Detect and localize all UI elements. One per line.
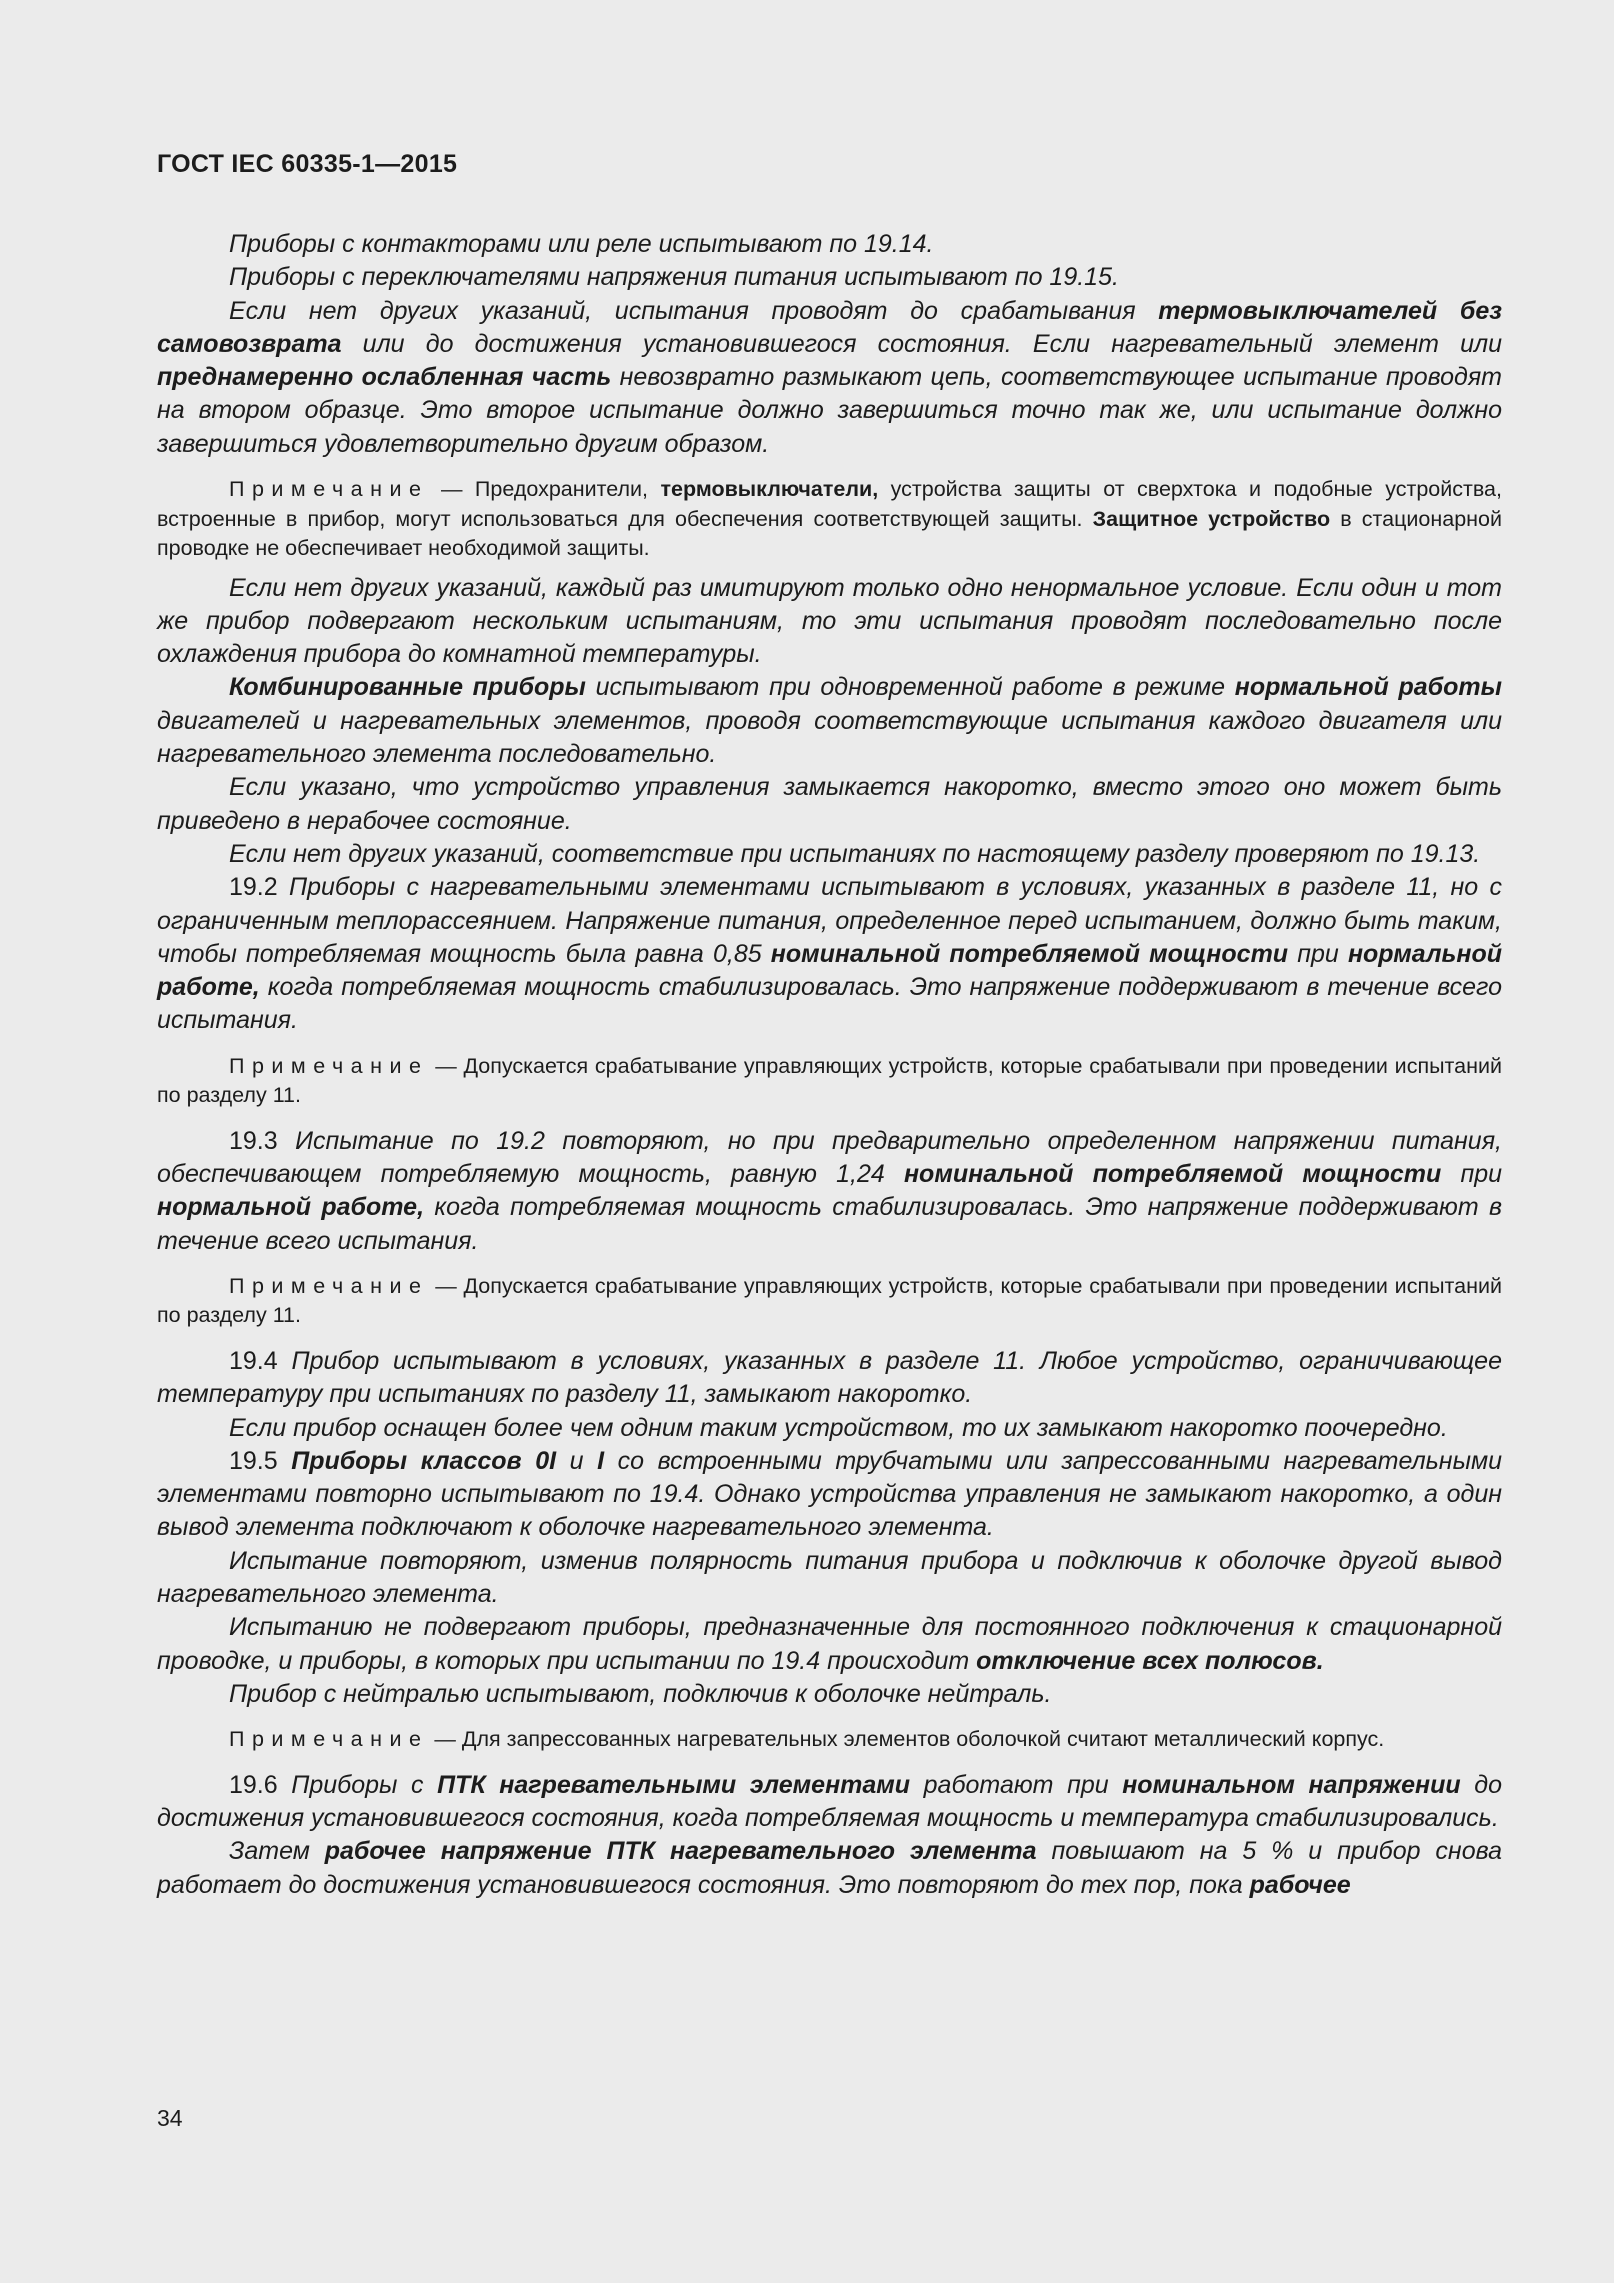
text-run: — Допускается срабатывание управляющих устройств, которые срабатывали при проведении испытаний по разделу 11. — [157, 1273, 1502, 1328]
defined-term: нормальной работе, — [157, 939, 1502, 1002]
paragraph: Если нет других указаний, каждый раз имитируют только одно ненормальное условие. Если один и тот же прибор подвергают нескольким испытаниям, то эти испытания проводят последовательно после охлаждения прибора до комнатной температуры. — [157, 573, 1502, 669]
paragraph: Приборы с переключателями напряжения питания испытывают по 19.15. — [229, 263, 1119, 292]
text-run: — Допускается срабатывание управляющих устройств, которые срабатывали при проведении испытаний по разделу 11. — [157, 1053, 1502, 1108]
note — [157, 1052, 1502, 1111]
defined-term: нормальной работе, — [157, 1193, 425, 1222]
text-run: работают при — [910, 1770, 1123, 1799]
defined-term: ПТК нагревательными элементами — [437, 1770, 911, 1799]
paragraph — [157, 1835, 1502, 1902]
text-run: испытывают при одновременной работе в режиме — [585, 673, 1235, 702]
paragraph: Если прибор оснащен более чем одним таким устройством, то их замыкают накоротко поочередно. — [229, 1413, 1448, 1442]
clause-number: 19.4 — [229, 1346, 278, 1375]
text-run: Затем — [229, 1837, 325, 1866]
document-body — [157, 228, 1502, 1902]
text-run: Испытание по 19.2 повторяют, но при предварительно определенном напряжении питания, обеспечивающем потребляемую мощность, равную 1,24 — [157, 1126, 1502, 1189]
text-run: Испытанию не подвергают приборы, предназначенные для постоянного подключения к стационарной проводке, и приборы, в которых при испытании по 19.4 происходит — [157, 1613, 1502, 1675]
text-run: — Для запрессованных нагревательных элементов оболочкой считают металлический корпус. — [428, 1727, 1385, 1752]
defined-term: рабочее — [1249, 1870, 1351, 1899]
defined-term: термовыключателей без самовозврата — [157, 296, 1502, 358]
page-number: 34 — [157, 2105, 183, 2131]
note-label: Примечание — [229, 477, 429, 502]
defined-term: номинальном напряжении — [1122, 1770, 1461, 1799]
text-run: невозвратно размыкают цепь, соответствующее испытание проводят на втором образце. Это второе испытание должно завершиться точно так же, или испытание должно завершиться удовлетворительно другим образом. — [157, 363, 1502, 458]
text-run: Приборы с нагревательными элементами испытывают в условиях, указанных в разделе 11, но с ограниченным теплорассеянием. Напряжение питания, определенное перед испытанием, должно быть таким, чтобы потребляемая мощность была равна 0,85 — [157, 873, 1502, 968]
defined-term: Приборы классов 0I — [291, 1446, 557, 1475]
text-run: или до достижения установившегося состояния. Если нагревательный элемент или — [341, 329, 1502, 358]
clause-19-5 — [157, 1445, 1502, 1545]
defined-term: термовыключатели, — [660, 477, 879, 502]
clause-number: 19.2 — [229, 873, 278, 902]
note-label: Примечание — [229, 1273, 429, 1298]
text-run: когда потребляемая мощность стабилизировалась. Это напряжение поддерживают в течение всего испытания. — [157, 973, 1502, 1035]
paragraph: Если указано, что устройство управления замыкается накоротко, вместо этого оно может быть приведено в нерабочее состояние. — [157, 773, 1502, 835]
note — [157, 475, 1502, 564]
text-run: при — [1441, 1160, 1503, 1189]
text-run: Приборы с — [277, 1770, 438, 1799]
note — [157, 1725, 1502, 1755]
paragraph — [157, 1611, 1502, 1678]
text-run: когда потребляемая мощность стабилизировалась. Это напряжение поддерживают в течение всего испытания. — [157, 1193, 1502, 1255]
clause-19-3 — [157, 1125, 1502, 1258]
text-run: — Предохранители, — [428, 477, 661, 502]
clause-19-6 — [157, 1769, 1502, 1836]
paragraph: Приборы с контакторами или реле испытывают по 19.14. — [229, 230, 934, 258]
note-label: Примечание — [229, 1053, 429, 1078]
text-run: Прибор испытывают в условиях, указанных в разделе 11. Любое устройство, ограничивающее температуру при испытаниях по разделу 11, замыкают накоротко. — [157, 1346, 1502, 1409]
text-run: повышают на 5 % и прибор снова работает до достижения установившегося состояния. Это повторяют до тех пор, пока — [157, 1837, 1502, 1899]
text-run: в стационарной проводке не обеспечивает необходимой защиты. — [157, 506, 1503, 561]
paragraph: Прибор с нейтралью испытывают, подключив к оболочке нейтраль. — [229, 1679, 1052, 1708]
text-run: устройства защиты от сверхтока и подобные устройства, встроенные в прибор, могут использоваться для обеспечения соответствующей защиты. — [157, 477, 1502, 531]
page-title: ГОСТ IEC 60335-1—2015 — [157, 150, 458, 178]
clause-19-2 — [157, 871, 1502, 1037]
defined-term: отключение всех полюсов. — [976, 1646, 1324, 1675]
text-run: и — [556, 1446, 598, 1475]
defined-term: Защитное устройство — [1092, 506, 1331, 531]
defined-term: I — [597, 1446, 605, 1475]
paragraph: Если нет других указаний, соответствие при испытаниях по настоящему разделу проверяют по 19.13. — [229, 839, 1481, 868]
paragraph: Испытание повторяют, изменив полярность питания прибора и подключив к оболочке другой вывод нагревательного элемента. — [157, 1546, 1502, 1608]
paragraph — [157, 671, 1502, 771]
defined-term: номинальной потребляемой мощности — [770, 939, 1289, 968]
paragraph — [157, 295, 1502, 461]
defined-term: Комбинированные приборы — [229, 673, 586, 702]
defined-term: рабочее напряжение ПТК нагревательного элемента — [324, 1837, 1037, 1866]
clause-number: 19.5 — [229, 1446, 278, 1475]
text-run: Если нет других указаний, испытания проводят до срабатывания — [229, 296, 1159, 325]
text-run: двигателей и нагревательных элементов, проводя соответствующие испытания каждого двигателя или нагревательного элемента последовательно. — [157, 706, 1502, 769]
defined-term: преднамеренно ослабленная часть — [157, 363, 612, 392]
note-label: Примечание — [229, 1727, 429, 1752]
note — [157, 1272, 1502, 1331]
clause-number: 19.6 — [229, 1770, 278, 1799]
text-run: при — [1288, 939, 1348, 968]
defined-term: номинальной потребляемой мощности — [903, 1160, 1442, 1189]
text-run: до достижения установившегося состояния, когда потребляемая мощность и температура стабилизировались. — [157, 1770, 1502, 1832]
clause-19-4 — [157, 1345, 1502, 1412]
clause-number: 19.3 — [229, 1126, 278, 1155]
defined-term: нормальной работы — [1234, 673, 1502, 702]
text-run: со встроенными трубчатыми или запрессованными нагревательными элементами повторно испытывают по 19.4. Однако устройства управления не замыкают накоротко, а один вывод элемента подключают к оболочке нагревательного элемента. — [157, 1446, 1503, 1542]
